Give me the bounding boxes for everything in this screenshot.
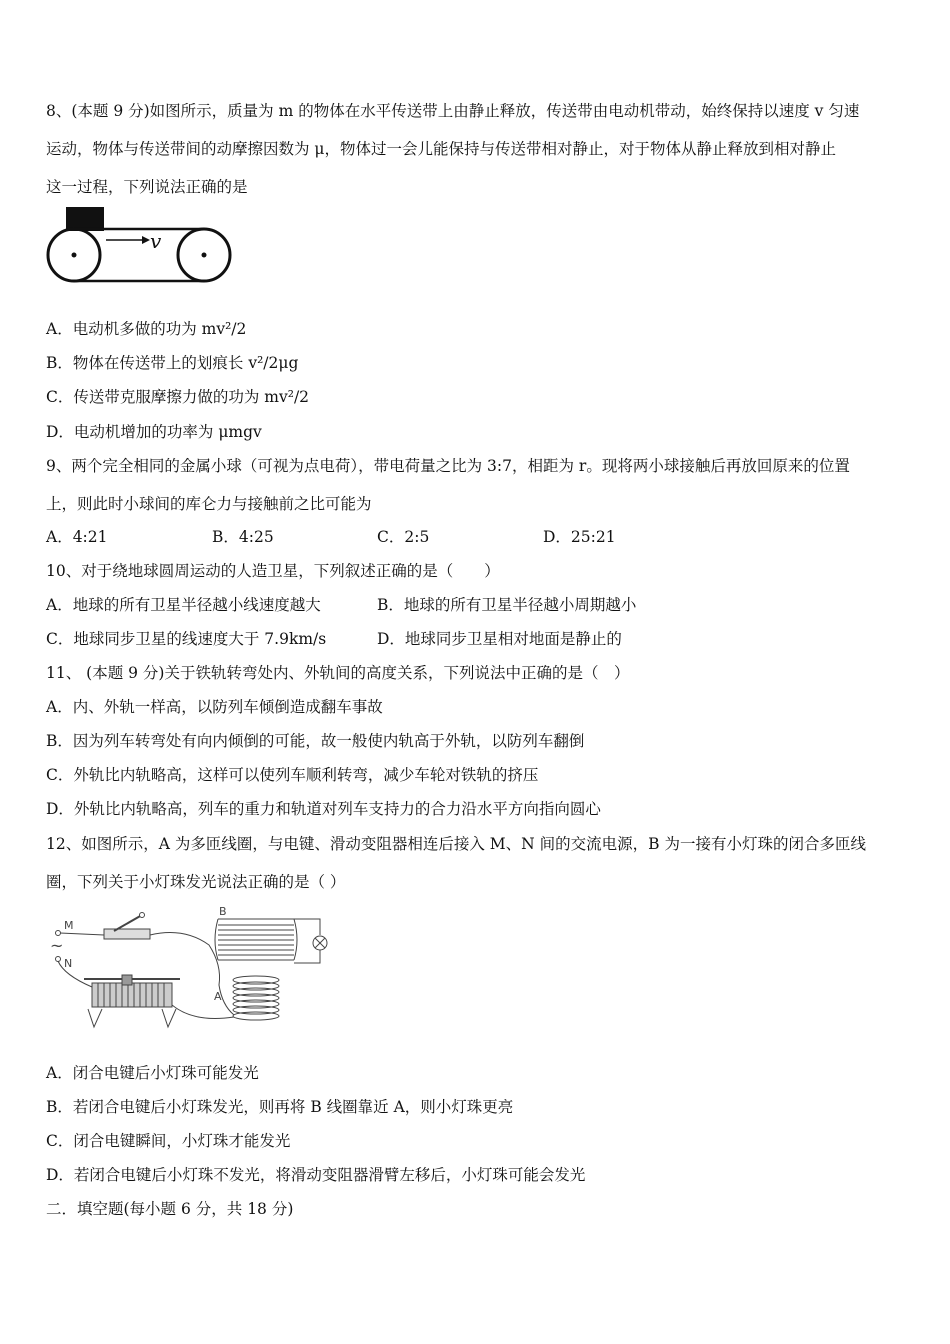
q9-stem-line-1: 9、两个完全相同的金属小球（可视为点电荷），带电荷量之比为 3:7，相距为 r。现将两小球接触后再放回原来的位置 (46, 457, 850, 475)
q9-option-b: B．4:25 (212, 528, 274, 546)
q9-option-a: A．4:21 (46, 528, 108, 546)
conveyor-belt-figure (44, 205, 234, 285)
coil-b-label: B (219, 905, 227, 918)
q8-option-a: A．电动机多做的功为 mv²/2 (46, 320, 247, 338)
q12-option-d: D．若闭合电键后小灯珠不发光，将滑动变阻器滑臂左移后，小灯珠可能会发光 (46, 1166, 586, 1184)
q9-option-d: D．25:21 (543, 528, 616, 546)
q8-option-c: C．传送带克服摩擦力做的功为 mv²/2 (46, 388, 310, 406)
rheostat (84, 975, 180, 1027)
q8-stem-line-1: 8、(本题 9 分)如图所示，质量为 m 的物体在水平传送带上由静止释放，传送带由电动机带动，始终保持以速度 v 匀速 (46, 102, 860, 120)
q12-stem-line-1: 12、如图所示，A 为多匝线圈，与电键、滑动变阻器相连后接入 M、N 间的交流电源，B 为一接有小灯珠的闭合多匝线 (46, 835, 866, 853)
q8-option-b: B．物体在传送带上的划痕长 v²/2μg (46, 354, 299, 372)
q9-stem-line-2: 上，则此时小球间的库仑力与接触前之比可能为 (46, 495, 372, 513)
coil-a-label: A (214, 990, 222, 1003)
q8-stem-line-2: 运动，物体与传送带间的动摩擦因数为 μ，物体过一会儿能保持与传送带相对静止，对于物体从静止释放到相对静止 (46, 140, 837, 158)
coil-a (233, 976, 279, 1020)
q10-stem: 10、对于绕地球圆周运动的人造卫星，下列叙述正确的是（ ） (46, 562, 500, 580)
q11-option-c: C．外轨比内轨略高，这样可以使列车顺利转弯，减少车轮对铁轨的挤压 (46, 766, 539, 784)
q11-option-b: B．因为列车转弯处有向内倾倒的可能，故一般使内轨高于外轨，以防列车翻倒 (46, 732, 585, 750)
block-on-belt (66, 207, 104, 231)
q12-option-c: C．闭合电键瞬间，小灯珠才能发光 (46, 1132, 291, 1150)
q10-option-c: C．地球同步卫星的线速度大于 7.9km/s (46, 630, 327, 648)
q11-option-d: D．外轨比内轨略高，列车的重力和轨道对列车支持力的合力沿水平方向指向圆心 (46, 800, 601, 818)
q11-stem: 11、 (本题 9 分)关于铁轨转弯处内、外轨间的高度关系，下列说法中正确的是（ ） (46, 664, 630, 682)
q12-option-b: B．若闭合电键后小灯珠发光，则再将 B 线圈靠近 A，则小灯珠更亮 (46, 1098, 514, 1116)
q10-option-d: D．地球同步卫星相对地面是静止的 (377, 630, 622, 648)
q10-option-a: A．地球的所有卫星半径越小线速度越大 (46, 596, 321, 614)
q11-option-a: A．内、外轨一样高，以防列车倾倒造成翻车事故 (46, 698, 383, 716)
switch-base (104, 929, 150, 939)
q8-stem-line-3: 这一过程，下列说法正确的是 (46, 178, 248, 196)
q12-option-a: A．闭合电键后小灯珠可能发光 (46, 1064, 259, 1082)
velocity-label: v (150, 229, 162, 253)
terminal-n-label: N (64, 957, 73, 970)
q8-option-d: D．电动机增加的功率为 μmgv (46, 423, 262, 441)
q12-stem-line-2: 圈，下列关于小灯珠发光说法正确的是（ ） (46, 873, 346, 891)
ac-source-symbol: ~ (50, 936, 64, 955)
q10-option-b: B．地球的所有卫星半径越小周期越小 (377, 596, 637, 614)
q9-option-c: C．2:5 (377, 528, 430, 546)
section-2-title: 二．填空题(每小题 6 分，共 18 分) (46, 1200, 294, 1218)
coil-b (215, 919, 297, 960)
terminal-m-label: M (64, 919, 74, 932)
induction-circuit-figure (44, 905, 344, 1040)
